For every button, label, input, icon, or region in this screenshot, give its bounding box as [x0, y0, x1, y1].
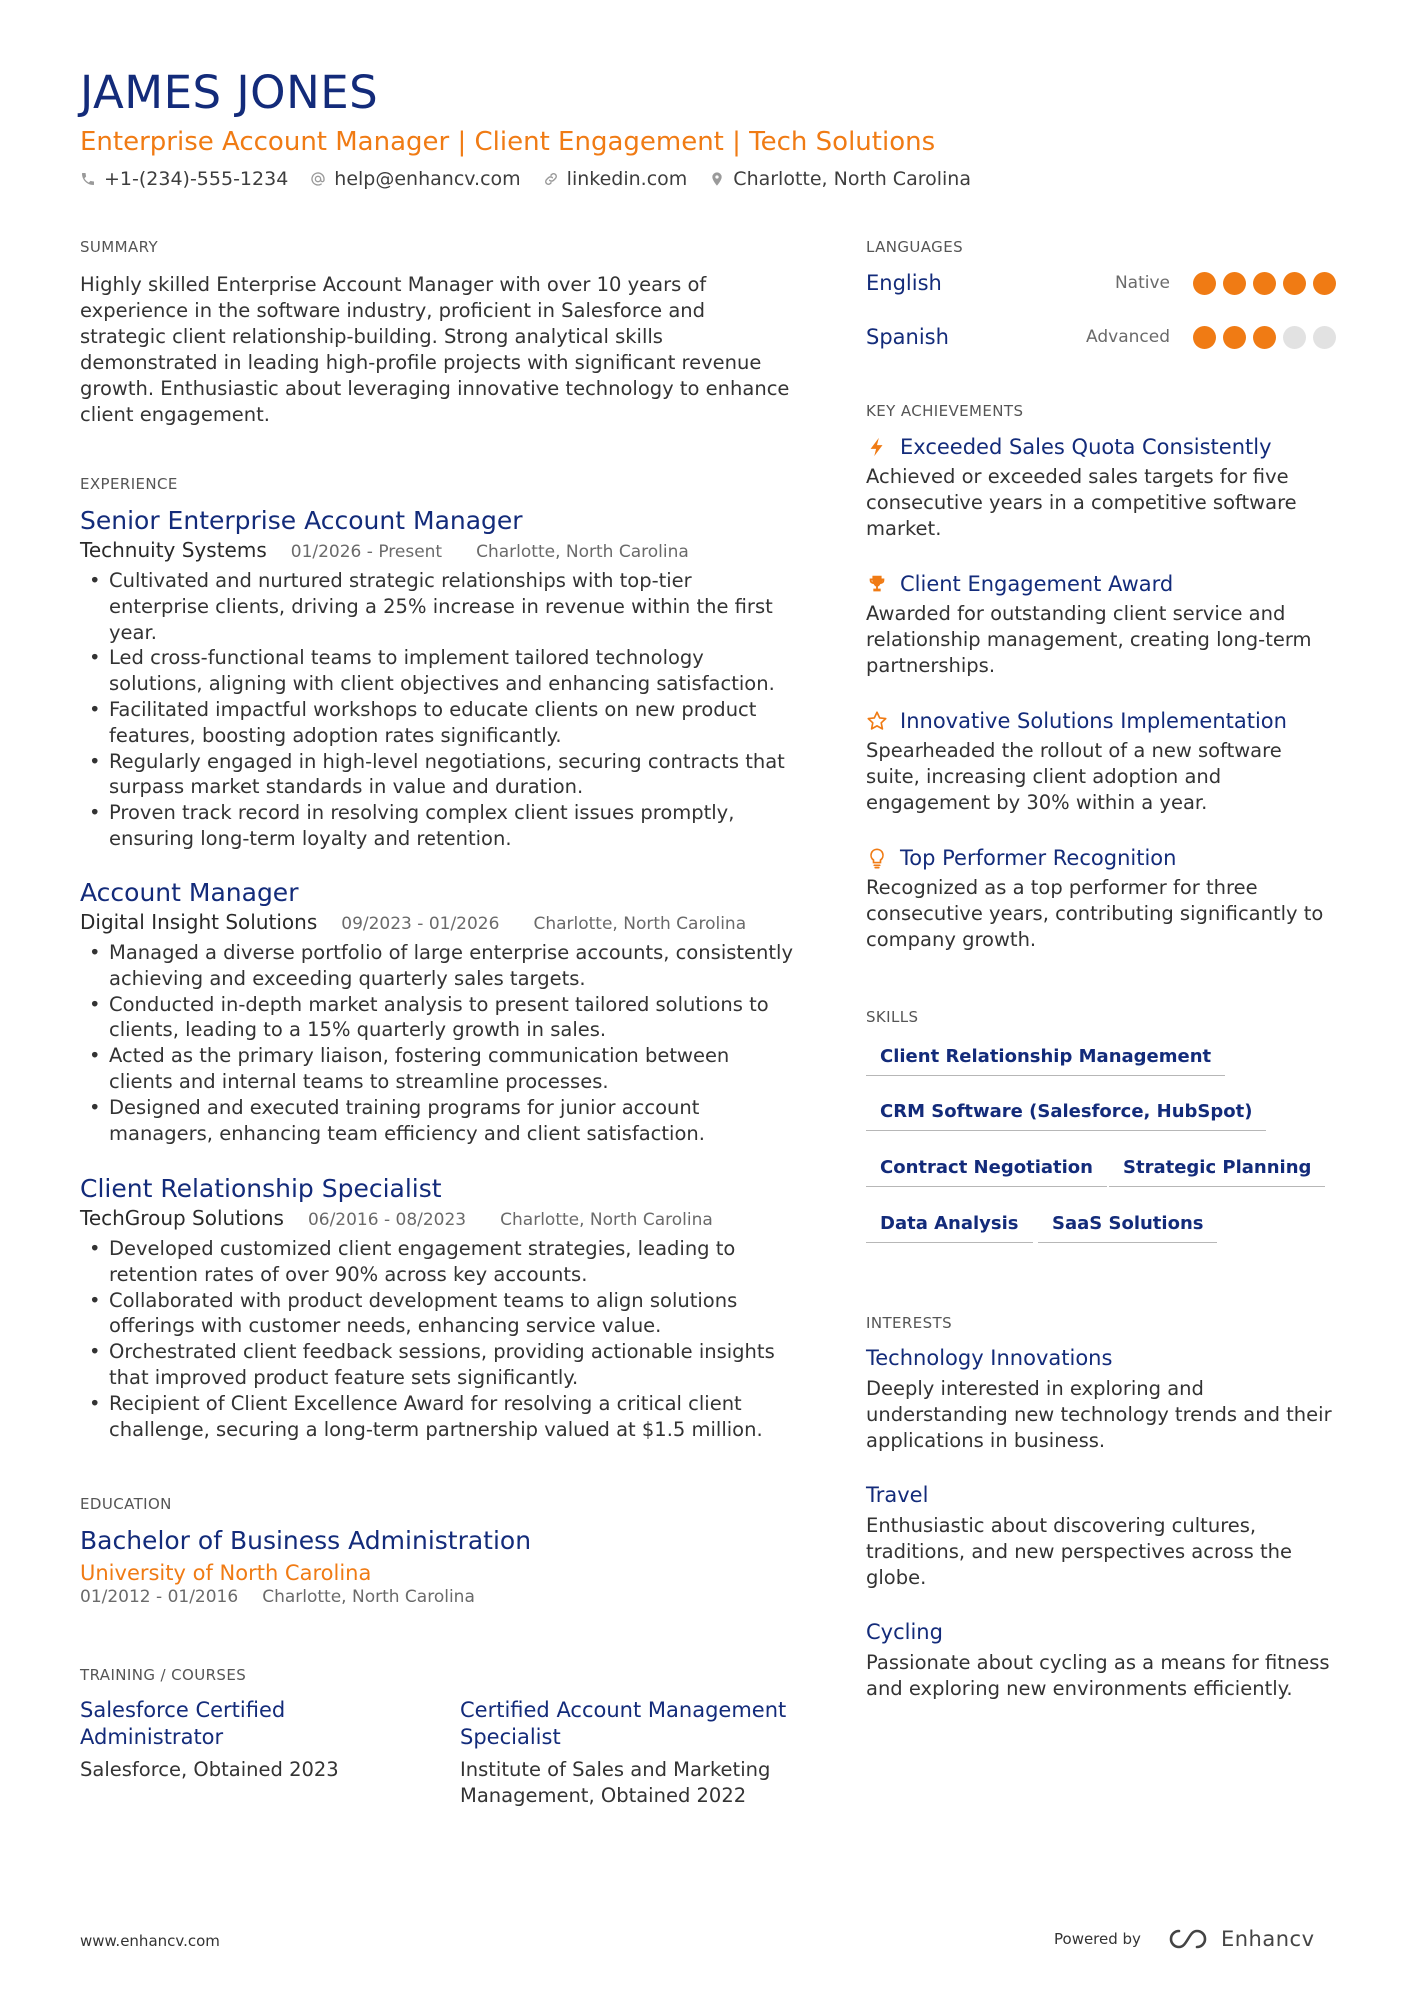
experience-heading: EXPERIENCE: [80, 475, 178, 493]
job-title: Senior Enterprise Account Manager: [80, 506, 523, 535]
job-location: Charlotte, North Carolina: [476, 542, 689, 562]
rating-dot-filled: [1313, 272, 1336, 295]
achievement-title: Client Engagement Award: [900, 572, 1174, 596]
rating-dot-filled: [1283, 272, 1306, 295]
achievement-desc: Achieved or exceeded sales targets for five consecutive years in a competitive software market.: [866, 465, 1297, 540]
job-bullet: • Regularly engaged in high-level negotiations, securing contracts that surpass market standards in value and duration.: [80, 749, 795, 801]
course-entry: [460, 1697, 800, 1809]
rating-dot-filled: [1193, 272, 1216, 295]
job-company: TechGroup Solutions: [80, 1206, 284, 1230]
job-meta: [80, 1206, 795, 1230]
candidate-name: JAMES JONES: [80, 66, 379, 119]
achievement-header: [866, 569, 1336, 599]
achievement-desc: Awarded for outstanding client service and relationship management, creating long-term partnerships.: [866, 602, 1312, 677]
job-company: Digital Insight Solutions: [80, 910, 318, 934]
language-row: [866, 322, 1336, 352]
linkedin-text: linkedin.com: [566, 168, 688, 190]
interest-desc: Enthusiastic about discovering cultures, traditions, and new perspectives across the globe.: [866, 1514, 1293, 1589]
phone-icon: [80, 171, 96, 187]
job-bullet: • Recipient of Client Excellence Award for resolving a critical client challenge, securing a long-term partnership valued at $1.5 million.: [80, 1391, 795, 1443]
job-location: Charlotte, North Carolina: [533, 914, 747, 934]
powered-by-label: Powered by: [1054, 1930, 1141, 1948]
rating-dot-empty: [1313, 326, 1336, 349]
achievement-title: Innovative Solutions Implementation: [900, 709, 1287, 733]
languages-list: [866, 268, 1336, 358]
job-meta: [80, 910, 795, 934]
job-bullets: [80, 1236, 795, 1442]
interest-title: Technology Innovations: [866, 1346, 1113, 1370]
course-title: Salesforce Certified Administrator: [80, 1698, 286, 1749]
rating-dot-filled: [1223, 326, 1246, 349]
interest-title: Cycling: [866, 1620, 943, 1644]
language-level: Advanced: [1086, 327, 1170, 347]
lightbulb-icon: [866, 846, 888, 870]
star-icon: [866, 709, 888, 733]
achievement-title: Top Performer Recognition: [900, 846, 1177, 870]
achievement-item: [866, 569, 1336, 679]
trophy-icon: [866, 572, 888, 596]
achievement-desc: Recognized as a top performer for three consecutive years, contributing significantly to company growth.: [866, 876, 1324, 951]
achievement-title: Exceeded Sales Quota Consistently: [900, 435, 1272, 459]
interests-heading: INTERESTS: [866, 1314, 952, 1332]
contact-email[interactable]: [310, 168, 520, 190]
interest-item: [866, 1481, 1336, 1591]
footer-website[interactable]: www.enhancv.com: [80, 1932, 220, 1950]
course-entry: [80, 1697, 420, 1783]
achievement-desc: Spearheaded the rollout of a new software suite, increasing client adoption and engagement by 30% within a year.: [866, 739, 1282, 814]
job-bullets: [80, 568, 795, 852]
job-entry: [80, 1174, 795, 1442]
training-heading: TRAINING / COURSES: [80, 1666, 247, 1684]
job-bullet: • Collaborated with product development teams to align solutions offerings with customer needs, enhancing service value.: [80, 1288, 795, 1340]
rating-dot-filled: [1193, 326, 1216, 349]
achievements-list: [866, 432, 1336, 972]
skill-tag: Data Analysis: [866, 1213, 1033, 1243]
link-icon: [543, 171, 559, 187]
job-title: Account Manager: [80, 878, 299, 907]
language-name: English: [866, 271, 942, 295]
edu-location: Charlotte, North Carolina: [262, 1587, 475, 1607]
summary-text: Highly skilled Enterprise Account Manager with over 10 years of experience in the software industry, proficient in Salesforce and strategic client relationship-building. Strong analytical skills demonstrated in leading high-profile projects with significant revenue growth. Enthusiastic about leveraging innovative technology to enhance client engagement.: [80, 273, 790, 426]
job-bullet: • Conducted in-depth market analysis to present tailored solutions to clients, leading to a 15% quarterly growth in sales.: [80, 992, 795, 1044]
location-text: Charlotte, North Carolina: [733, 168, 971, 190]
footer-branding: [1054, 1926, 1315, 1952]
contact-location: [709, 168, 971, 190]
language-level: Native: [1114, 273, 1170, 293]
lightning-icon: [866, 435, 888, 459]
job-bullet: • Facilitated impactful workshops to educate clients on new product features, boosting adoption rates significantly.: [80, 697, 795, 749]
skill-tag: SaaS Solutions: [1038, 1213, 1217, 1243]
course-desc: Salesforce, Obtained 2023: [80, 1758, 339, 1781]
interest-item: [866, 1344, 1336, 1454]
at-icon: [310, 171, 326, 187]
skill-tag: CRM Software (Salesforce, HubSpot): [866, 1101, 1266, 1131]
language-rating: [1186, 272, 1336, 295]
enhancv-logo-icon: [1167, 1926, 1213, 1952]
edu-meta: [80, 1587, 795, 1607]
job-meta: [80, 538, 795, 562]
achievement-item: [866, 843, 1336, 953]
headline: Enterprise Account Manager | Client Engagement | Tech Solutions: [80, 127, 936, 157]
job-dates: 09/2023 - 01/2026: [341, 914, 500, 934]
skills-list: [866, 1038, 1336, 1258]
language-row: [866, 268, 1336, 298]
job-entry: [80, 506, 795, 852]
job-location: Charlotte, North Carolina: [500, 1210, 713, 1230]
course-title: Certified Account Management Specialist: [460, 1698, 787, 1749]
summary-heading: SUMMARY: [80, 238, 159, 256]
skill-tag: Client Relationship Management: [866, 1046, 1225, 1076]
skills-heading: SKILLS: [866, 1008, 919, 1026]
rating-dot-filled: [1253, 326, 1276, 349]
interest-desc: Passionate about cycling as a means for fitness and exploring new environments efficiently.: [866, 1651, 1330, 1700]
achievement-header: [866, 843, 1336, 873]
location-pin-icon: [709, 171, 725, 187]
skill-tag: Strategic Planning: [1109, 1157, 1325, 1187]
contact-phone: [80, 168, 288, 190]
achievement-header: [866, 706, 1336, 736]
job-bullet: • Managed a diverse portfolio of large enterprise accounts, consistently achieving and exceeding quarterly sales targets.: [80, 940, 795, 992]
job-bullet: • Acted as the primary liaison, fostering communication between clients and internal teams to streamline processes.: [80, 1043, 795, 1095]
interest-title: Travel: [866, 1483, 929, 1507]
job-bullets: [80, 940, 795, 1146]
job-bullet: • Orchestrated client feedback sessions, providing actionable insights that improved product feature sets significantly.: [80, 1339, 795, 1391]
edu-school: University of North Carolina: [80, 1561, 372, 1585]
rating-dot-empty: [1283, 326, 1306, 349]
rating-dot-filled: [1223, 272, 1246, 295]
languages-heading: LANGUAGES: [866, 238, 964, 256]
job-title: Client Relationship Specialist: [80, 1174, 442, 1203]
brand-logo[interactable]: [1167, 1926, 1315, 1952]
job-dates: 01/2026 - Present: [290, 542, 443, 562]
job-dates: 06/2016 - 08/2023: [307, 1210, 467, 1230]
email-text: help@enhancv.com: [334, 168, 521, 190]
job-entry: [80, 878, 795, 1146]
interest-item: [866, 1618, 1336, 1702]
achievement-item: [866, 706, 1336, 816]
job-bullet: • Developed customized client engagement strategies, leading to retention rates of over 90% across key accounts.: [80, 1236, 795, 1288]
job-bullet: • Proven track record in resolving complex client issues promptly, ensuring long-term loyalty and retention.: [80, 800, 795, 852]
interests-list: [866, 1344, 1336, 1744]
phone-text: +1-(234)-555-1234: [104, 168, 289, 190]
edu-degree: Bachelor of Business Administration: [80, 1526, 532, 1555]
language-name: Spanish: [866, 325, 949, 349]
achievements-heading: KEY ACHIEVEMENTS: [866, 402, 1024, 420]
brand-name: Enhancv: [1220, 1927, 1315, 1951]
job-bullet: • Designed and executed training programs for junior account managers, enhancing team efficiency and client satisfaction.: [80, 1095, 795, 1147]
edu-dates: 01/2012 - 01/2016: [80, 1587, 239, 1607]
job-bullet: • Cultivated and nurtured strategic relationships with top-tier enterprise clients, driving a 25% increase in revenue within the first year.: [80, 568, 795, 645]
job-bullet: • Led cross-functional teams to implement tailored technology solutions, aligning with client objectives and enhancing satisfaction.: [80, 645, 795, 697]
achievement-item: [866, 432, 1336, 542]
contact-linkedin[interactable]: [543, 168, 688, 190]
skill-tag: Contract Negotiation: [866, 1157, 1107, 1187]
job-company: Technuity Systems: [80, 538, 267, 562]
achievement-header: [866, 432, 1336, 462]
interest-desc: Deeply interested in exploring and understanding new technology trends and their applications in business.: [866, 1377, 1332, 1452]
education-heading: EDUCATION: [80, 1495, 172, 1513]
course-desc: Institute of Sales and Marketing Management, Obtained 2022: [460, 1758, 771, 1807]
language-rating: [1186, 326, 1336, 349]
education-entry: [80, 1526, 795, 1607]
contact-bar: [80, 168, 993, 190]
rating-dot-filled: [1253, 272, 1276, 295]
